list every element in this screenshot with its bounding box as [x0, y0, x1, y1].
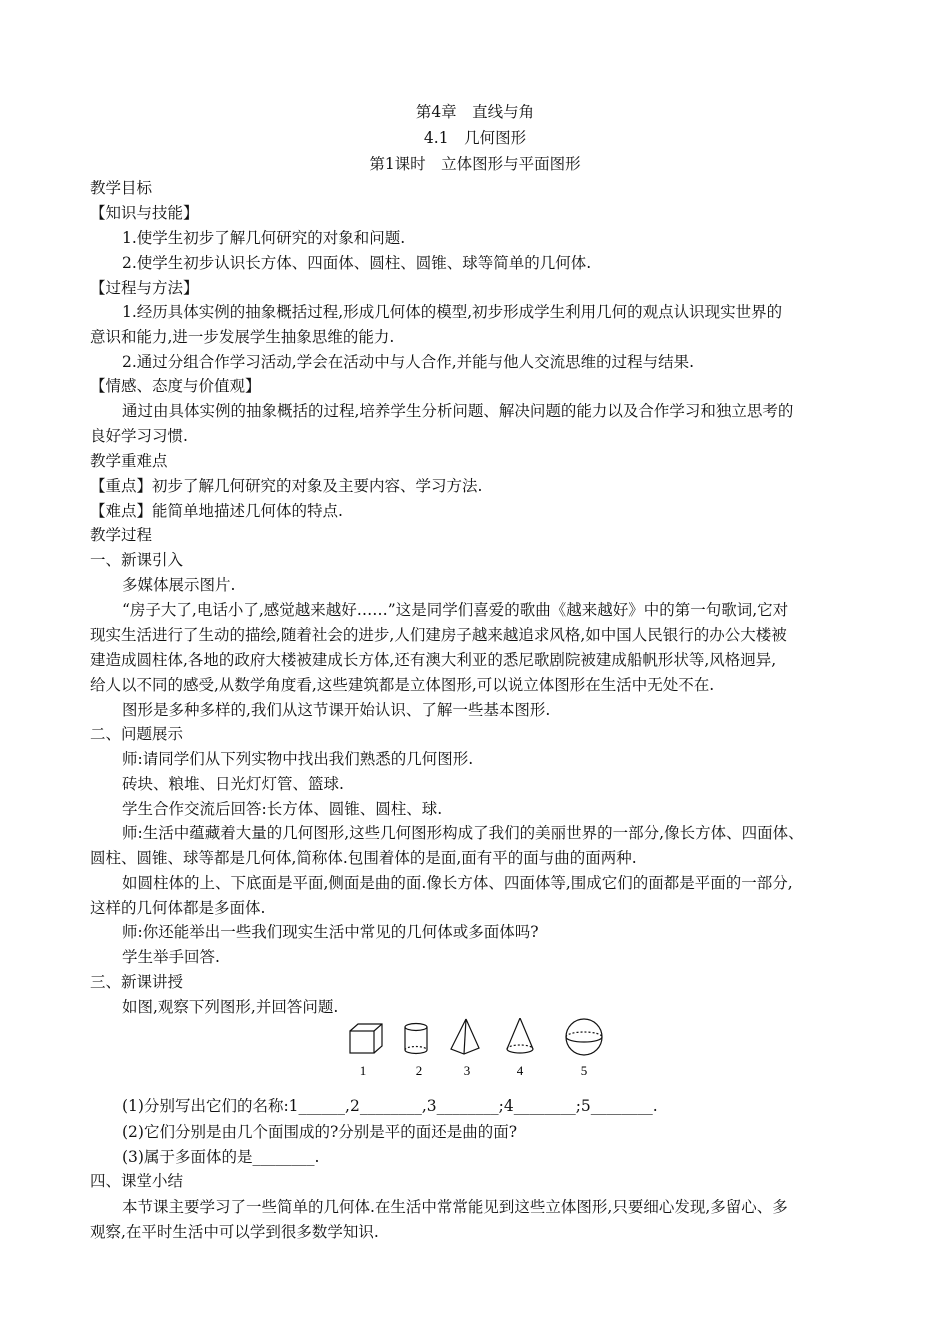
paragraph-line: 如圆柱体的上、下底面是平面,侧面是曲的面.像长方体、四面体等,围成它们的面都是平面的一部分, [122, 874, 793, 892]
paragraph: 学生举手回答. [122, 948, 220, 966]
paragraph-line: 给人以不同的感受,从数学角度看,这些建筑都是立体图形,可以说立体图形在生活中无处不在. [90, 676, 715, 694]
question-1: (1)分别写出它们的名称:1______,2________,3________;4________;5________. [122, 1097, 658, 1115]
key-points-heading: 教学重难点 [90, 452, 168, 470]
cylinder-shape [405, 1024, 427, 1054]
paragraph: 如图,观察下列图形,并回答问题. [122, 998, 339, 1016]
paragraph-line: 圆柱、圆锥、球等都是几何体,简称体.包围着体的是面,面有平的面与曲的面两种. [90, 849, 637, 867]
paragraph: 多媒体展示图片. [122, 576, 236, 594]
figure-label: 3 [463, 1063, 471, 1078]
knowledge-item: 1.使学生初步了解几何研究的对象和问题. [122, 229, 406, 247]
lesson-title: 第1课时 立体图形与平面图形 [369, 155, 581, 173]
knowledge-heading: 【知识与技能】 [90, 204, 199, 222]
question-3: (3)属于多面体的是________. [122, 1148, 320, 1166]
section-title: 4.1 几何图形 [423, 129, 527, 147]
paragraph: 学生合作交流后回答:长方体、圆锥、圆柱、球. [122, 800, 443, 818]
process-item-line: 意识和能力,进一步发展学生抽象思维的能力. [90, 328, 395, 346]
figure-label: 2 [415, 1063, 423, 1078]
figure-label: 4 [516, 1063, 524, 1078]
paragraph: 师:你还能举出一些我们现实生活中常见的几何体或多面体吗? [122, 923, 539, 941]
paragraph-line: 观察,在平时生活中可以学到很多数学知识. [90, 1223, 379, 1241]
paragraph: 师:请同学们从下列实物中找出我们熟悉的几何图形. [122, 750, 474, 768]
section-1-title: 一、新课引入 [90, 551, 184, 569]
sphere-shape [566, 1019, 602, 1055]
cone-shape [507, 1018, 533, 1053]
figure-label: 1 [359, 1063, 367, 1078]
paragraph-line: 这样的几何体都是多面体. [90, 899, 266, 917]
emotion-line: 良好学习习惯. [90, 427, 188, 445]
emotion-line: 通过由具体实例的抽象概括的过程,培养学生分析问题、解决问题的能力以及合作学习和独立思考的 [122, 402, 794, 420]
geometric-solids-figure [330, 1018, 620, 1084]
section-3-title: 三、新课讲授 [90, 973, 184, 991]
paragraph-line: “房子大了,电话小了,感觉越来越好……”这是同学们喜爱的歌曲《越来越好》中的第一句歌词,它对 [122, 601, 789, 619]
paragraph: 砖块、粮堆、日光灯灯管、篮球. [122, 775, 344, 793]
paragraph-line: 现实生活进行了生动的描绘,随着社会的进步,人们建房子越来越追求风格,如中国人民银行的办公大楼被 [90, 626, 787, 644]
paragraph: 图形是多种多样的,我们从这节课开始认识、了解一些基本图形. [122, 701, 551, 719]
chapter-title: 第4章 直线与角 [415, 103, 535, 121]
objectives-heading: 教学目标 [90, 179, 153, 197]
paragraph-line: 建造成圆柱体,各地的政府大楼被建成长方体,还有澳大利亚的悉尼歌剧院被建成船帆形状等,风格迥异, [90, 651, 777, 669]
process-section-heading: 教学过程 [90, 526, 153, 544]
paragraph-line: 本节课主要学习了一些简单的几何体.在生活中常常能见到这些立体图形,只要细心发现,多留心、多 [122, 1198, 788, 1216]
process-item: 2.通过分组合作学习活动,学会在活动中与人合作,并能与他人交流思维的过程与结果. [122, 353, 695, 371]
difficulty-point: 【难点】能简单地描述几何体的特点. [90, 502, 343, 520]
pyramid-shape [451, 1019, 479, 1054]
section-2-title: 二、问题展示 [90, 725, 184, 743]
cuboid-shape [350, 1024, 382, 1053]
emotion-heading: 【情感、态度与价值观】 [90, 377, 261, 395]
focus-point: 【重点】初步了解几何研究的对象及主要内容、学习方法. [90, 477, 483, 495]
section-4-title: 四、课堂小结 [90, 1172, 184, 1190]
paragraph-line: 师:生活中蕴藏着大量的几何图形,这些几何图形构成了我们的美丽世界的一部分,像长方体、四面体、 [122, 824, 804, 842]
question-2: (2)它们分别是由几个面围成的?分别是平的面还是曲的面? [122, 1123, 518, 1141]
process-heading: 【过程与方法】 [90, 279, 199, 297]
knowledge-item: 2.使学生初步认识长方体、四面体、圆柱、圆锥、球等简单的几何体. [122, 254, 592, 272]
figure-label: 5 [580, 1063, 588, 1078]
process-item-line: 1.经历具体实例的抽象概括过程,形成几何体的模型,初步形成学生利用几何的观点认识现实世界的 [122, 303, 783, 321]
